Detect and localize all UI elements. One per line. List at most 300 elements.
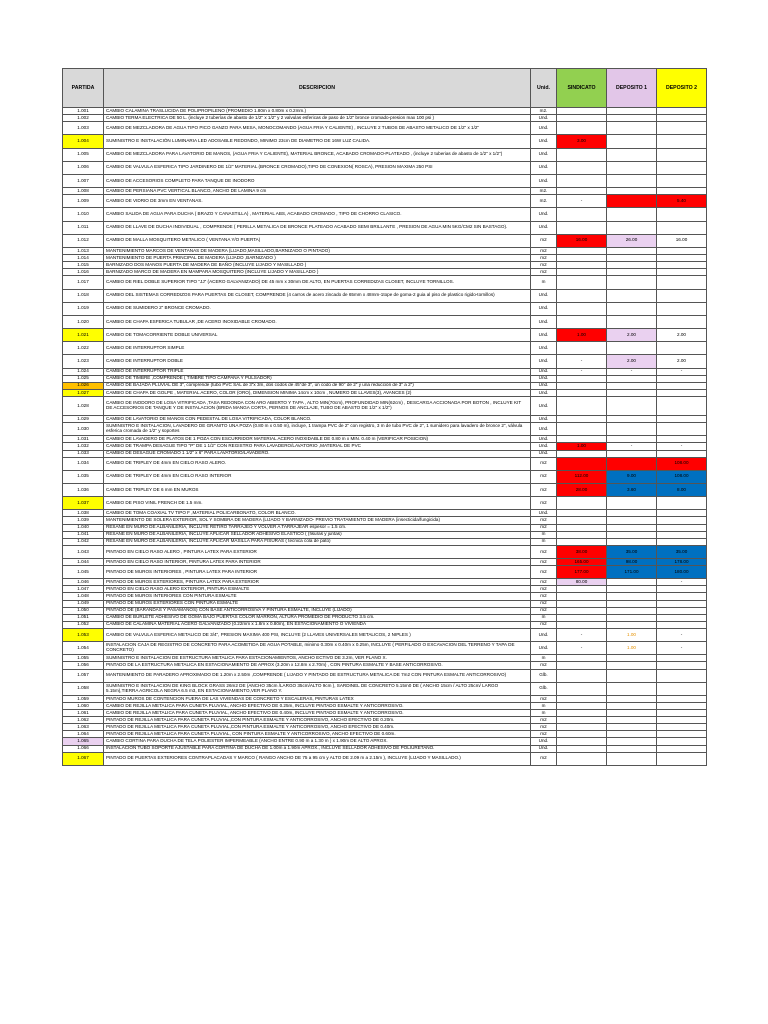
unid-cell: Und.: [531, 382, 557, 389]
deposito-2-cell: [657, 682, 707, 695]
unid-cell: m2: [531, 593, 557, 600]
descripcion-cell: PINTADO DE MUROS INTERIORES CON PINTURA ESMALTE: [104, 593, 531, 600]
table-row: [63, 188, 707, 195]
deposito-1-cell: [607, 289, 657, 302]
sindicato-cell: [557, 517, 607, 524]
partida-cell: 1.003: [63, 122, 104, 135]
table-row: [63, 315, 707, 328]
descripcion-cell: CAMBIO DE PERSIANA PVC VERTICAL BLANCO, ANCHO DE LAMINA 9 cm: [104, 188, 531, 195]
unid-cell: Und.: [531, 342, 557, 355]
sindicato-cell: [557, 731, 607, 738]
unid-cell: Und.: [531, 450, 557, 457]
deposito-1-cell: [607, 731, 657, 738]
descripcion-cell: RESANE EN MURO DE ALBAÑILERIA, INCLUYE APLICAR SELLADOR ADHESIVO ELASTICO ( (fisuras y juntas): [104, 531, 531, 538]
sindicato-cell: [557, 621, 607, 628]
partida-cell: 1.067: [63, 752, 104, 765]
table-row: [63, 148, 707, 161]
deposito-2-cell: [657, 524, 707, 531]
descripcion-cell: CAMBIO DE TRIPLEY DE 6 mm EN MUROS: [104, 483, 531, 496]
partida-cell: 1.045: [63, 566, 104, 579]
deposito-2-cell: [657, 302, 707, 315]
table-row: [63, 724, 707, 731]
deposito-2-cell: 35.00: [657, 545, 707, 558]
sindicato-cell: [557, 315, 607, 328]
sindicato-cell: [557, 710, 607, 717]
deposito-2-cell: [657, 738, 707, 745]
deposito-1-cell: [607, 122, 657, 135]
unid-cell: Und.: [531, 628, 557, 641]
deposito-2-cell: [657, 423, 707, 436]
partida-cell: 1.022: [63, 342, 104, 355]
deposito-2-cell: -: [657, 443, 707, 450]
deposito-2-cell: [657, 315, 707, 328]
descripcion-cell: INSTALACION TUBO SOPORTE AJUSTABLE PARA CORTINA DE DUCHA DE 1.00m a 1.90m APROX., INCLUYE SELLADOR ADHESIVO DE POLIURETANO.: [104, 745, 531, 752]
unid-cell: m2: [531, 586, 557, 593]
sindicato-cell: [557, 586, 607, 593]
deposito-2-cell: [657, 662, 707, 669]
deposito-2-cell: [657, 600, 707, 607]
table-row: [63, 416, 707, 423]
sindicato-cell: [557, 524, 607, 531]
sindicato-cell: [557, 122, 607, 135]
sindicato-cell: [557, 538, 607, 545]
deposito-1-cell: [607, 195, 657, 208]
deposito-2-cell: [657, 148, 707, 161]
partida-cell: 1.048: [63, 593, 104, 600]
partida-cell: 1.035: [63, 470, 104, 483]
sindicato-cell: 16.00: [557, 234, 607, 247]
deposito-2-cell: -: [657, 579, 707, 586]
deposito-2-cell: [657, 108, 707, 115]
partida-cell: 1.038: [63, 510, 104, 517]
unid-cell: m2: [531, 731, 557, 738]
deposito-2-cell: [657, 262, 707, 269]
partida-cell: 1.010: [63, 208, 104, 221]
deposito-2-cell: 180.00: [657, 566, 707, 579]
descripcion-cell: SUMINISTRO E INSTALACION DE KING BLOCK GRASS 26m2 DE (ANCHO 35cm /LARGO 35cm/ALTO 9cm ), SARDINEL DE CONCRETO 5.15m0 DE ( ANCHO 15cm / ALTO 25cm/ LARGO 5.15m),TIERRA AGRICOLA NEGRA 6.5 m3, EN ESTACIONAMIENTO,VER PLANO Y.: [104, 682, 531, 695]
unid-cell: Und.: [531, 375, 557, 382]
deposito-2-cell: [657, 247, 707, 254]
deposito-1-cell: [607, 208, 657, 221]
sindicato-cell: [557, 607, 607, 614]
sindicato-cell: -: [557, 368, 607, 375]
unid-cell: Und.: [531, 368, 557, 375]
deposito-1-cell: [607, 538, 657, 545]
deposito-1-cell: [607, 276, 657, 289]
unid-cell: m2.: [531, 108, 557, 115]
partida-cell: 1.043: [63, 545, 104, 558]
header-unid: Unid.: [531, 69, 557, 108]
unid-cell: m: [531, 538, 557, 545]
table-row: [63, 538, 707, 545]
partida-cell: 1.057: [63, 669, 104, 682]
descripcion-cell: CAMBIO DE VALVULA ESFERICA METALICO DE 3/4", PRESION MAXIMA 400 PSI, INCLUYE (2 LLAVES UNIVERSALES METALICOS, 2 NIPLES ): [104, 628, 531, 641]
deposito-2-cell: [657, 607, 707, 614]
sindicato-cell: [557, 724, 607, 731]
unid-cell: Und.: [531, 738, 557, 745]
deposito-1-cell: [607, 600, 657, 607]
partida-cell: 1.005: [63, 148, 104, 161]
header-deposito-1: DEPOSITO 1: [607, 69, 657, 108]
sindicato-cell: [557, 510, 607, 517]
deposito-1-cell: [607, 416, 657, 423]
partida-cell: 1.030: [63, 423, 104, 436]
descripcion-cell: PINTADO DE MUROS INTERIORES , PINTURA LATEX PARA INTERIOR: [104, 566, 531, 579]
table-row: [63, 607, 707, 614]
descripcion-cell: CAMBIO TERMA ELECTRICA DE 50 L. (incluye 2 tuberías de abasto de 1/2" x 1/2" y 2 valvulas esfericas de paso de 1/2" bronce cromado-presion max 100 psi ): [104, 115, 531, 122]
table-row: [63, 621, 707, 628]
budget-table: [62, 68, 707, 766]
table-row: [63, 614, 707, 621]
descripcion-cell: CAMBIO SALIDA DE AGUA PARA DUCHA ( BRAZO Y CANASTILLA) , MATERIAL ABS, ACABADO CROMADO , TIPO DE CHORRO CLASICO.: [104, 208, 531, 221]
descripcion-cell: PINTADO EN CIELO RASO ALERO , PINTURA LATEX PARA EXTERIOR: [104, 545, 531, 558]
table-row: [63, 497, 707, 510]
table-row: [63, 642, 707, 655]
unid-cell: Und.: [531, 355, 557, 368]
partida-cell: 1.034: [63, 457, 104, 470]
partida-cell: 1.013: [63, 247, 104, 254]
unid-cell: Und.: [531, 148, 557, 161]
unid-cell: m2: [531, 234, 557, 247]
unid-cell: Glb.: [531, 669, 557, 682]
table-row: [63, 329, 707, 342]
deposito-2-cell: [657, 221, 707, 234]
partida-cell: 1.055: [63, 655, 104, 662]
descripcion-cell: PINTADO DE REJILLA METALICA PARA CUNETA PLUVIAL,CON PINTURA ESMALTE Y ANTICORROSIVO, ANCHO EFECTIVO DE 0.20m.: [104, 717, 531, 724]
deposito-1-cell: [607, 135, 657, 148]
sindicato-cell: [557, 108, 607, 115]
deposito-2-cell: [657, 255, 707, 262]
sindicato-cell: [557, 752, 607, 765]
table-row: [63, 731, 707, 738]
descripcion-cell: CAMBIO DE CHAPA DE GOLPE , MATERIAL ACERO, COLOR (ORO), DIMENSION MINIMA 14cm x 10cm , NUMERO DE LLAVES(3), AVANCES (2): [104, 389, 531, 396]
unid-cell: Und.: [531, 397, 557, 416]
deposito-2-cell: [657, 450, 707, 457]
deposito-2-cell: -: [657, 368, 707, 375]
deposito-1-cell: [607, 745, 657, 752]
unid-cell: Und.: [531, 642, 557, 655]
deposito-1-cell: [607, 614, 657, 621]
table-row: [63, 234, 707, 247]
descripcion-cell: PINTADO DE MUROS EXTERIORES, PINTURA LATEX PARA EXTERIOR: [104, 579, 531, 586]
deposito-1-cell: [607, 607, 657, 614]
partida-cell: 1.049: [63, 600, 104, 607]
unid-cell: Und.: [531, 389, 557, 396]
descripcion-cell: CAMBIO DE CHAPA ESFERICA TUBULAR ,DE ACERO INOXIDABLE CROMADO.: [104, 315, 531, 328]
deposito-2-cell: [657, 382, 707, 389]
sindicato-cell: [557, 115, 607, 122]
unid-cell: m: [531, 702, 557, 709]
table-row: [63, 559, 707, 566]
deposito-1-cell: [607, 724, 657, 731]
table-row: [63, 122, 707, 135]
deposito-1-cell: [607, 247, 657, 254]
sindicato-cell: [557, 416, 607, 423]
deposito-1-cell: [607, 702, 657, 709]
deposito-2-cell: [657, 389, 707, 396]
descripcion-cell: CAMBIO DE REJILLA METALICA PARA CUNETA PLUVIAL, ANCHO EFECTIVO DE 0.40m, INCLUYE PINTADO ESMALTE Y ANTICORROSIVO.: [104, 710, 531, 717]
deposito-1-cell: 35.00: [607, 545, 657, 558]
table-row: [63, 510, 707, 517]
partida-cell: 1.015: [63, 262, 104, 269]
deposito-2-cell: [657, 276, 707, 289]
sindicato-cell: -: [557, 628, 607, 641]
partida-cell: 1.001: [63, 108, 104, 115]
deposito-1-cell: [607, 695, 657, 702]
deposito-1-cell: [607, 115, 657, 122]
deposito-1-cell: 2.00: [607, 329, 657, 342]
deposito-1-cell: 1.00: [607, 628, 657, 641]
unid-cell: m: [531, 276, 557, 289]
table-row: [63, 695, 707, 702]
unid-cell: Und.: [531, 423, 557, 436]
deposito-1-cell: [607, 517, 657, 524]
descripcion-cell: CAMBIO DE TRIPLEY DE 4mm EN CIELO RASO INTERIOR: [104, 470, 531, 483]
deposito-2-cell: [657, 375, 707, 382]
table-row: [63, 443, 707, 450]
descripcion-cell: CAMBIO DE INODORO DE LOSA VITRIFICADA ,TASA REDONDA CON ARO ABIERTO Y TAPA , ALTO MIN(70cm), PROFUNDIDAD MIN(62cm) , DESCARGA ACCIONADA POR BOTON , INCLUYE KIT DE ACCESORIOS DE TANQUE Y DE INSTALACION (BRIDA MANGA CORTA, PERNOS DE ANCLAJE, TUBO DE ABASTO DE 1/2" x 1/2"): [104, 397, 531, 416]
unid-cell: Und.: [531, 436, 557, 443]
partida-cell: 1.040: [63, 524, 104, 531]
deposito-1-cell: [607, 221, 657, 234]
unid-cell: Und.: [531, 161, 557, 174]
deposito-2-cell: [657, 342, 707, 355]
deposito-1-cell: [607, 375, 657, 382]
table-row: [63, 531, 707, 538]
unid-cell: Und.: [531, 315, 557, 328]
deposito-1-cell: [607, 717, 657, 724]
unid-cell: m2: [531, 600, 557, 607]
partida-cell: 1.033: [63, 450, 104, 457]
table-row: [63, 738, 707, 745]
descripcion-cell: CAMBIO DE TIMBRE ,COMPRENDE ( TIMBRE TIPO CAMPANA Y PULSADOR): [104, 375, 531, 382]
header-deposito-2: DEPOSITO 2: [657, 69, 707, 108]
deposito-1-cell: [607, 531, 657, 538]
table-row: [63, 566, 707, 579]
unid-cell: Glb.: [531, 682, 557, 695]
sindicato-cell: [557, 593, 607, 600]
table-row: [63, 710, 707, 717]
descripcion-cell: CAMBIO DE TRIPLEY DE 4mm EN CIELO RASO ALERO.: [104, 457, 531, 470]
deposito-1-cell: [607, 315, 657, 328]
descripcion-cell: CAMBIO DE RIEL DOBLE SUPERIOR TIPO "JJ" (ACERO GALVANIZADO) DE 45 mm x 30mm DE ALTO, EN PUERTAS CORREDIZAS CLOSET, INCLUYE TORNILLOS.: [104, 276, 531, 289]
table-row: [63, 247, 707, 254]
deposito-1-cell: 1.00: [607, 642, 657, 655]
partida-cell: 1.023: [63, 355, 104, 368]
descripcion-cell: PINTADO DE REJILLA METALICA PARA CUNETA PLUVIAL,CON PINTURA ESMALTE Y ANTICORROSIVO, ANCHO EFECTIVO DE 0.40m.: [104, 724, 531, 731]
table-row: [63, 524, 707, 531]
descripcion-cell: CAMBIO DE LAVADERO DE PLATOS DE 1 POZA CON ESCURRIDOR MATERIAL ACERO INOXIDABLE DE 0.80 m x MIN. 0.40 m (VERIFICAR POSICION): [104, 436, 531, 443]
sindicato-cell: -: [557, 195, 607, 208]
sindicato-cell: 3.00: [557, 135, 607, 148]
partida-cell: 1.012: [63, 234, 104, 247]
deposito-2-cell: [657, 531, 707, 538]
unid-cell: m2: [531, 483, 557, 496]
descripcion-cell: RESANE EN MURO DE ALBAÑILERIA, INCLUYE APLICAR MASILLA PARA FISURAS ( tecnica cola de pato): [104, 538, 531, 545]
partida-cell: 1.042: [63, 538, 104, 545]
deposito-1-cell: 98.00: [607, 559, 657, 566]
sindicato-cell: [557, 655, 607, 662]
partida-cell: 1.002: [63, 115, 104, 122]
unid-cell: m2: [531, 269, 557, 276]
descripcion-cell: CAMBIO CALAMINA TRASLUCIDA DE POLIPROPILENO (PROMEDIO 1.80m x 0.80m x 0.2mm.): [104, 108, 531, 115]
sindicato-cell: [557, 745, 607, 752]
table-row: [63, 108, 707, 115]
unid-cell: m2: [531, 517, 557, 524]
unid-cell: Und.: [531, 115, 557, 122]
unid-cell: m2: [531, 497, 557, 510]
table-row: [63, 255, 707, 262]
unid-cell: Und.: [531, 443, 557, 450]
descripcion-cell: MANTENIMIENTO DE PUERTA PRINCIPAL DE MADERA (LIJADO ,BARNIZADO ): [104, 255, 531, 262]
partida-cell: 1.021: [63, 329, 104, 342]
descripcion-cell: CAMBIO DE VALVULA ESFERICA TIPO JARDINERO DE 1/2" MATERIAL (BRONCE CROMADO),TIPO DE CONEXION( ROSCA), PRESION MAXIMA 250 PSI: [104, 161, 531, 174]
table-row: [63, 269, 707, 276]
deposito-1-cell: [607, 389, 657, 396]
sindicato-cell: [557, 669, 607, 682]
partida-cell: 1.020: [63, 315, 104, 328]
table-body: [63, 108, 707, 766]
unid-cell: m2: [531, 662, 557, 669]
deposito-1-cell: [607, 655, 657, 662]
partida-cell: 1.028: [63, 397, 104, 416]
unid-cell: Und.: [531, 208, 557, 221]
deposito-2-cell: [657, 593, 707, 600]
unid-cell: Und.: [531, 329, 557, 342]
deposito-2-cell: -: [657, 628, 707, 641]
sindicato-cell: [557, 717, 607, 724]
deposito-2-cell: [657, 702, 707, 709]
partida-cell: 1.007: [63, 174, 104, 187]
descripcion-cell: PINTADO DE (BARANDAS Y PASAMANOS) CON BASE ANTICORROSIVA Y PINTURA ESMALTE, INCLUYE (LIJADO): [104, 607, 531, 614]
deposito-1-cell: [607, 710, 657, 717]
unid-cell: m2: [531, 621, 557, 628]
descripcion-cell: CAMBIO DE PISO VINIL FRENCH DE 1.5 mm.: [104, 497, 531, 510]
partida-cell: 1.037: [63, 497, 104, 510]
sindicato-cell: [557, 342, 607, 355]
deposito-1-cell: 26.00: [607, 234, 657, 247]
table-row: [63, 221, 707, 234]
table-row: [63, 161, 707, 174]
unid-cell: m2: [531, 717, 557, 724]
partida-cell: 1.009: [63, 195, 104, 208]
table-row: [63, 342, 707, 355]
partida-cell: 1.011: [63, 221, 104, 234]
partida-cell: 1.029: [63, 416, 104, 423]
unid-cell: m2: [531, 262, 557, 269]
deposito-1-cell: 9.00: [607, 470, 657, 483]
sindicato-cell: [557, 161, 607, 174]
partida-cell: 1.006: [63, 161, 104, 174]
deposito-2-cell: 2.00: [657, 355, 707, 368]
deposito-2-cell: [657, 717, 707, 724]
partida-cell: 1.008: [63, 188, 104, 195]
deposito-1-cell: [607, 397, 657, 416]
table-row: [63, 662, 707, 669]
sindicato-cell: [557, 174, 607, 187]
unid-cell: m2: [531, 470, 557, 483]
sindicato-cell: [557, 247, 607, 254]
deposito-2-cell: [657, 161, 707, 174]
partida-cell: 1.064: [63, 731, 104, 738]
table-row: [63, 368, 707, 375]
deposito-1-cell: [607, 682, 657, 695]
table-row: [63, 628, 707, 641]
sindicato-cell: [557, 188, 607, 195]
deposito-2-cell: [657, 115, 707, 122]
descripcion-cell: CAMBIO DE INTERRUPTOR TRIPLE: [104, 368, 531, 375]
deposito-1-cell: [607, 621, 657, 628]
partida-cell: 1.036: [63, 483, 104, 496]
sindicato-cell: [557, 457, 607, 470]
deposito-2-cell: [657, 135, 707, 148]
descripcion-cell: CAMBIO CORTINA PARA DUCHA DE TELA POLIESTER IMPERMEABLE (ANCHO ENTRE 0.90 m a 1.30 m ) x 1.90m DE ALTO APROX.: [104, 738, 531, 745]
partida-cell: 1.066: [63, 745, 104, 752]
unid-cell: m2: [531, 559, 557, 566]
table-row: [63, 717, 707, 724]
sindicato-cell: [557, 702, 607, 709]
partida-cell: 1.047: [63, 586, 104, 593]
table-row: [63, 682, 707, 695]
descripcion-cell: PINTADO EN CIELO RASO ALERO EXTERIOR, PINTURA ESMALTE: [104, 586, 531, 593]
deposito-1-cell: [607, 457, 657, 470]
sindicato-cell: [557, 397, 607, 416]
deposito-2-cell: 108.00: [657, 470, 707, 483]
table-row: [63, 579, 707, 586]
unid-cell: m2.: [531, 188, 557, 195]
table-row: [63, 302, 707, 315]
descripcion-cell: CAMBIO DE BURLETE ADHESIVO DE GOMA BAJO PUERTAS COLOR MARRON, ALTURA PROMEDIO DE PRODUCTO 3.5 cm.: [104, 614, 531, 621]
deposito-1-cell: [607, 593, 657, 600]
table-row: [63, 470, 707, 483]
deposito-1-cell: [607, 108, 657, 115]
sindicato-cell: [557, 375, 607, 382]
deposito-1-cell: [607, 752, 657, 765]
table-row: [63, 517, 707, 524]
header-partida: PARTIDA: [63, 69, 104, 108]
table-row: [63, 195, 707, 208]
deposito-1-cell: 3.60: [607, 483, 657, 496]
sindicato-cell: [557, 450, 607, 457]
partida-cell: 1.054: [63, 642, 104, 655]
sindicato-cell: [557, 682, 607, 695]
partida-cell: 1.051: [63, 614, 104, 621]
sindicato-cell: [557, 389, 607, 396]
deposito-2-cell: 5.40: [657, 195, 707, 208]
unid-cell: m: [531, 614, 557, 621]
table-row: [63, 745, 707, 752]
table-row: [63, 115, 707, 122]
sindicato-cell: 1.00: [557, 443, 607, 450]
header-descripcion: DESCRIPCION: [104, 69, 531, 108]
deposito-1-cell: [607, 262, 657, 269]
sindicato-cell: 38.00: [557, 545, 607, 558]
descripcion-cell: CAMBIO DEL SISTEMAS CORREDIZOS PARA PUERTAS DE CLOSET, COMPRENDE (4 carros de acero zincado de 65mm x 48mm-1tope de goma-2 guia al piso de plastico rigido-tornillos): [104, 289, 531, 302]
descripcion-cell: CAMBIO DE DESAGUE CROMADO 1 1/2" x 6" PARA LAVATORIO/LAVADERO.: [104, 450, 531, 457]
sindicato-cell: [557, 497, 607, 510]
descripcion-cell: BARNIZADO DOS MANOS PUERTA DE MADERA DE BAÑO (INCLUYE LIJADO Y MASILLADO ): [104, 262, 531, 269]
unid-cell: m2: [531, 545, 557, 558]
partida-cell: 1.065: [63, 738, 104, 745]
table-row: [63, 375, 707, 382]
table-row: [63, 702, 707, 709]
sindicato-cell: [557, 221, 607, 234]
sindicato-cell: [557, 289, 607, 302]
descripcion-cell: PINTADO DE PUERTAS EXTERIORES CONTRAPLACADAS Y MARCO ( RANGO ANCHO DE 75 a 95 cm y ALTO DE 2.09 m a 2.15m ), INCLUYE (LIJADO Y MASILLADO.): [104, 752, 531, 765]
deposito-1-cell: [607, 510, 657, 517]
sindicato-cell: -: [557, 355, 607, 368]
table-row: [63, 436, 707, 443]
